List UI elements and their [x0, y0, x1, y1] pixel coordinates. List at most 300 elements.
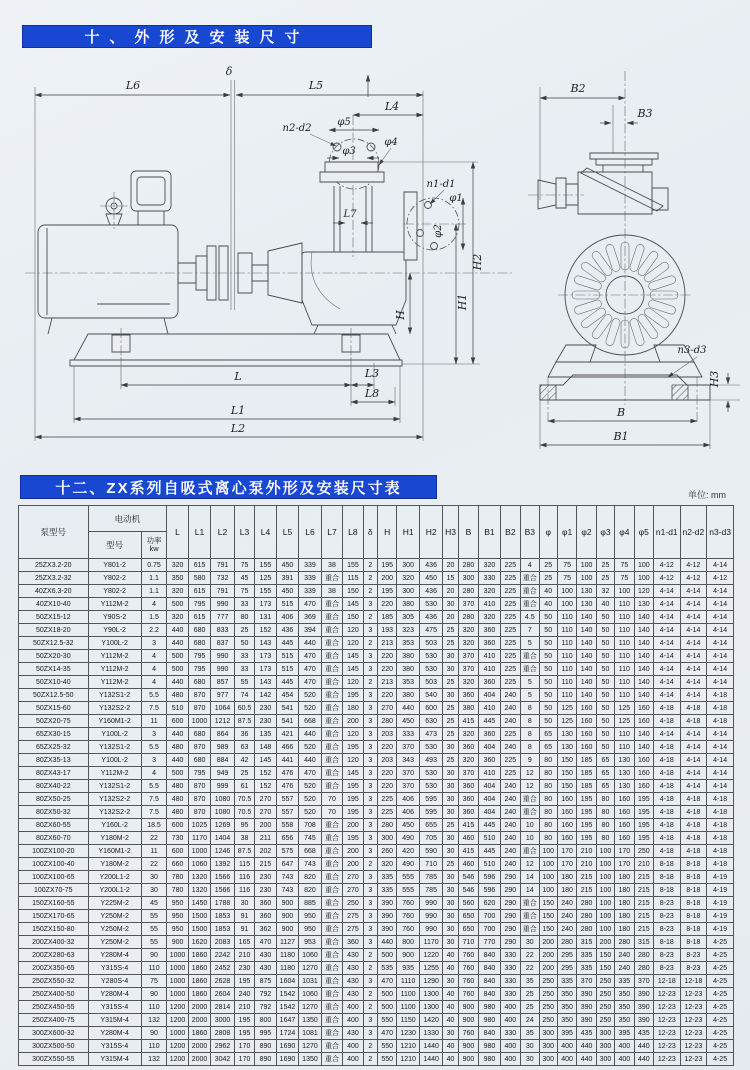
- table-cell: 600: [167, 819, 188, 832]
- table-row: [19, 832, 734, 845]
- table-cell: 25: [443, 819, 458, 832]
- table-cell: Y200L1-2: [88, 871, 141, 884]
- table-cell: 120: [634, 585, 653, 598]
- table-cell: 4-18: [707, 689, 734, 702]
- table-body: [19, 559, 734, 1066]
- unit-label: 单位: mm: [688, 490, 726, 500]
- table-cell: 300: [596, 1040, 614, 1053]
- table-cell: 400: [615, 1053, 634, 1066]
- table-cell: 2000: [188, 1014, 211, 1027]
- table-cell: 4-19: [707, 910, 734, 923]
- table-cell: 5.5: [141, 780, 167, 793]
- table-cell: 4-25: [707, 988, 734, 1001]
- table-cell: 185: [577, 767, 596, 780]
- table-cell: 100: [557, 585, 576, 598]
- table-cell: 230: [255, 871, 276, 884]
- table-cell: 320: [377, 858, 396, 871]
- table-cell: 1000: [167, 988, 188, 1001]
- table-cell: 50: [596, 663, 614, 676]
- table-cell: 4: [141, 767, 167, 780]
- table-cell: 2452: [211, 962, 235, 975]
- table-row: [19, 611, 734, 624]
- table-cell: 977: [211, 689, 235, 702]
- table-cell: 400: [500, 1001, 520, 1014]
- table-cell: 615: [188, 585, 211, 598]
- pump-model-cell: 80ZX50-25: [19, 793, 89, 806]
- table-cell: 2: [363, 962, 377, 975]
- table-cell: Y250M-2: [88, 910, 141, 923]
- table-cell: 400: [557, 1053, 576, 1066]
- pump-model-cell: 80ZX40-22: [19, 780, 89, 793]
- table-row: [19, 819, 734, 832]
- table-cell: 12-23: [654, 988, 681, 1001]
- table-cell: 22: [521, 949, 539, 962]
- table-cell: 5.5: [141, 741, 167, 754]
- table-cell: 25: [596, 572, 614, 585]
- table-cell: 1150: [397, 1014, 420, 1027]
- table-cell: 655: [419, 819, 443, 832]
- table-cell: 470: [299, 663, 322, 676]
- table-cell: Y160M1-2: [88, 845, 141, 858]
- table-cell: 240: [500, 832, 520, 845]
- table-cell: 360: [458, 689, 478, 702]
- table-cell: 4: [141, 676, 167, 689]
- table-row: [19, 1014, 734, 1027]
- table-cell: 50: [539, 650, 557, 663]
- table-cell: 110: [615, 689, 634, 702]
- table-cell: 132: [141, 1053, 167, 1066]
- table-cell: 590: [419, 845, 443, 858]
- table-cell: 160: [634, 767, 653, 780]
- table-cell: 170: [557, 845, 576, 858]
- table-cell: 220: [377, 767, 396, 780]
- table-cell: 705: [419, 832, 443, 845]
- pump-model-cell: 50ZX12.5-32: [19, 637, 89, 650]
- table-cell: 重合: [321, 1027, 342, 1040]
- table-cell: 140: [634, 676, 653, 689]
- table-row: [19, 858, 734, 871]
- table-cell: 160: [557, 806, 576, 819]
- column-header: φ4: [615, 506, 634, 559]
- dim-label-n2d2: n2-d2: [282, 123, 312, 134]
- table-cell: 480: [167, 689, 188, 702]
- table-cell: 30: [443, 598, 458, 611]
- table-cell: 38: [321, 559, 342, 572]
- table-cell: 200: [255, 819, 276, 832]
- table-row: [19, 936, 734, 949]
- table-cell: 5: [521, 637, 539, 650]
- table-cell: 4-14: [680, 598, 707, 611]
- table-cell: 重合: [321, 663, 342, 676]
- table-cell: 2000: [188, 1040, 211, 1053]
- table-cell: 535: [377, 962, 396, 975]
- table-cell: 38: [321, 585, 342, 598]
- table-cell: 4-25: [707, 1027, 734, 1040]
- table-row: [19, 1040, 734, 1053]
- table-cell: 重合: [321, 897, 342, 910]
- table-cell: 100: [596, 884, 614, 897]
- dim-label-H3: H3: [708, 370, 721, 388]
- dim-label-L8: L8: [364, 387, 380, 400]
- table-cell: 3: [363, 897, 377, 910]
- table-cell: 130: [557, 728, 576, 741]
- table-cell: 595: [419, 793, 443, 806]
- table-cell: 5: [521, 676, 539, 689]
- table-cell: 800: [255, 1014, 276, 1027]
- table-cell: 330: [479, 572, 500, 585]
- pump-model-cell: 200ZX280-63: [19, 949, 89, 962]
- table-cell: 400: [557, 1040, 576, 1053]
- table-cell: 50: [596, 624, 614, 637]
- table-cell: 550: [377, 1014, 396, 1027]
- table-cell: 240: [500, 858, 520, 871]
- table-cell: 1392: [211, 858, 235, 871]
- table-row: [19, 1001, 734, 1014]
- table-cell: 40: [443, 1014, 458, 1027]
- table-cell: 180: [557, 884, 576, 897]
- table-cell: 4-18: [654, 767, 681, 780]
- table-cell: 240: [557, 923, 576, 936]
- pump-model-cell: 100ZX100-65: [19, 871, 89, 884]
- table-cell: 440: [167, 754, 188, 767]
- table-cell: 546: [458, 884, 478, 897]
- table-cell: 1300: [419, 1001, 443, 1014]
- table-cell: 8-23: [654, 910, 681, 923]
- table-cell: 440: [397, 702, 420, 715]
- table-cell: 500: [377, 1001, 396, 1014]
- table-row: [19, 884, 734, 897]
- table-cell: 8-18: [680, 936, 707, 949]
- dim-label-phi3: φ3: [342, 146, 356, 157]
- table-cell: 170: [615, 845, 634, 858]
- table-cell: 990: [419, 923, 443, 936]
- table-cell: 370: [634, 975, 653, 988]
- table-cell: 1000: [188, 715, 211, 728]
- table-cell: 436: [276, 624, 299, 637]
- table-cell: 30: [443, 884, 458, 897]
- table-cell: 1080: [211, 793, 235, 806]
- table-cell: 25: [443, 754, 458, 767]
- table-cell: Y280M-4: [88, 988, 141, 1001]
- table-header: [19, 506, 734, 559]
- table-cell: 493: [419, 754, 443, 767]
- table-cell: 215: [634, 871, 653, 884]
- table-cell: 80: [596, 832, 614, 845]
- pump-model-cell: 100ZX70-75: [19, 884, 89, 897]
- table-cell: 20: [443, 585, 458, 598]
- pump-model-cell: 250ZX400-75: [19, 1014, 89, 1027]
- table-cell: 220: [377, 780, 396, 793]
- table-cell: Y112M-2: [88, 598, 141, 611]
- table-cell: 1440: [419, 1053, 443, 1066]
- table-cell: 203: [377, 754, 396, 767]
- table-cell: 1270: [299, 1001, 322, 1014]
- table-cell: 4-12: [654, 559, 681, 572]
- table-cell: 5.5: [141, 689, 167, 702]
- table-cell: 470: [299, 598, 322, 611]
- table-cell: 185: [577, 780, 596, 793]
- column-header: φ2: [577, 506, 596, 559]
- table-cell: Y180M-2: [88, 858, 141, 871]
- table-cell: 270: [255, 806, 276, 819]
- table-cell: 4-18: [707, 819, 734, 832]
- table-cell: 50: [539, 624, 557, 637]
- table-cell: 180: [615, 871, 634, 884]
- table-cell: 1200: [167, 1001, 188, 1014]
- table-cell: 900: [276, 897, 299, 910]
- table-cell: 160: [634, 715, 653, 728]
- table-cell: 4-18: [680, 793, 707, 806]
- table-cell: 2000: [188, 1053, 211, 1066]
- table-cell: 110: [615, 728, 634, 741]
- table-cell: 20: [443, 559, 458, 572]
- table-cell: 4-18: [707, 832, 734, 845]
- table-cell: 950: [167, 910, 188, 923]
- table-cell: 170: [615, 858, 634, 871]
- table-cell: 160: [615, 832, 634, 845]
- table-cell: 4-25: [707, 1001, 734, 1014]
- pump-model-cell: 50ZX20-30: [19, 650, 89, 663]
- dim-label-B: B: [616, 406, 626, 419]
- table-row: [19, 793, 734, 806]
- table-cell: 200: [343, 858, 363, 871]
- table-cell: 110: [557, 676, 576, 689]
- table-cell: 215: [255, 858, 276, 871]
- table-cell: 320: [479, 559, 500, 572]
- table-cell: 560: [458, 897, 478, 910]
- table-cell: 130: [615, 767, 634, 780]
- table-cell: 14: [521, 884, 539, 897]
- table-cell: 1542: [276, 1001, 299, 1014]
- column-header: B2: [500, 506, 520, 559]
- table-cell: 8-23: [680, 962, 707, 975]
- table-cell: 400: [343, 1001, 363, 1014]
- table-cell: 50: [596, 728, 614, 741]
- table-cell: 950: [299, 910, 322, 923]
- column-header: B1: [479, 506, 500, 559]
- column-header: B3: [521, 506, 539, 559]
- table-cell: 80: [234, 611, 254, 624]
- dim-label-B1: B1: [613, 430, 629, 443]
- table-cell: 重合: [321, 845, 342, 858]
- table-cell: 280: [615, 936, 634, 949]
- table-cell: 3: [363, 1014, 377, 1027]
- table-cell: 785: [419, 871, 443, 884]
- table-cell: 430: [343, 962, 363, 975]
- table-cell: 30: [443, 650, 458, 663]
- table-cell: 870: [188, 702, 211, 715]
- table-cell: 195: [234, 975, 254, 988]
- table-cell: 980: [479, 1053, 500, 1066]
- table-cell: 140: [577, 611, 596, 624]
- table-cell: 110: [557, 663, 576, 676]
- pump-model-cell: 300ZX550-55: [19, 1053, 89, 1066]
- table-cell: 1210: [397, 1040, 420, 1053]
- table-cell: 240: [615, 962, 634, 975]
- pump-model-cell: 80ZX43-17: [19, 767, 89, 780]
- table-cell: 180: [557, 871, 576, 884]
- table-cell: 320: [458, 624, 478, 637]
- table-cell: 220: [377, 663, 396, 676]
- table-cell: 430: [255, 962, 276, 975]
- table-cell: 140: [577, 624, 596, 637]
- table-cell: 12-23: [680, 1040, 707, 1053]
- table-cell: 730: [167, 832, 188, 845]
- table-row: [19, 559, 734, 572]
- table-cell: 440: [634, 1053, 653, 1066]
- table-cell: 74: [234, 689, 254, 702]
- table-cell: 150: [539, 897, 557, 910]
- table-cell: 760: [458, 962, 478, 975]
- table-cell: 140: [634, 624, 653, 637]
- pump-model-cell: 80ZX60-70: [19, 832, 89, 845]
- table-cell: 480: [167, 741, 188, 754]
- pump-model-cell: 150ZX150-80: [19, 923, 89, 936]
- table-cell: 280: [557, 936, 576, 949]
- table-row: [19, 676, 734, 689]
- table-cell: 140: [634, 611, 653, 624]
- table-cell: 840: [479, 962, 500, 975]
- table-cell: 1690: [276, 1053, 299, 1066]
- table-cell: 180: [343, 702, 363, 715]
- table-cell: 110: [615, 637, 634, 650]
- table-cell: 390: [634, 1001, 653, 1014]
- column-header: n1-d1: [654, 506, 681, 559]
- table-cell: 125: [557, 715, 576, 728]
- table-cell: 406: [276, 611, 299, 624]
- table-cell: 1.1: [141, 572, 167, 585]
- dim-label-delta: δ: [225, 65, 233, 78]
- table-cell: 4-18: [680, 832, 707, 845]
- table-cell: 390: [634, 988, 653, 1001]
- table-cell: 213: [377, 637, 396, 650]
- table-cell: 22: [141, 832, 167, 845]
- pump-outline-drawing: [0, 57, 750, 469]
- table-cell: 2: [363, 988, 377, 1001]
- table-cell: 210: [634, 858, 653, 871]
- table-cell: 546: [458, 871, 478, 884]
- table-cell: 280: [458, 585, 478, 598]
- table-cell: 12-23: [654, 1027, 681, 1040]
- table-cell: 213: [377, 676, 396, 689]
- table-cell: 重合: [521, 910, 539, 923]
- table-cell: 250: [539, 1014, 557, 1027]
- table-cell: 200: [343, 715, 363, 728]
- table-cell: 353: [397, 637, 420, 650]
- table-cell: 2: [363, 585, 377, 598]
- table-cell: 8-23: [654, 923, 681, 936]
- table-cell: 250: [539, 1001, 557, 1014]
- table-cell: 460: [458, 858, 478, 871]
- table-cell: 110: [615, 741, 634, 754]
- table-cell: 1031: [299, 975, 322, 988]
- table-cell: 75: [141, 975, 167, 988]
- table-cell: 重合: [521, 793, 539, 806]
- table-cell: 32: [596, 585, 614, 598]
- table-cell: 520: [299, 780, 322, 793]
- table-cell: 4-14: [707, 754, 734, 767]
- table-cell: 225: [500, 650, 520, 663]
- table-cell: 4-14: [654, 689, 681, 702]
- pump-model-cell: 40ZX6.3-20: [19, 585, 89, 598]
- dim-label-L2: L2: [230, 422, 246, 435]
- table-cell: 125: [255, 572, 276, 585]
- table-cell: 7.5: [141, 793, 167, 806]
- table-cell: 430: [343, 949, 363, 962]
- table-cell: 100: [539, 858, 557, 871]
- table-cell: 160: [577, 715, 596, 728]
- table-cell: 1025: [188, 819, 211, 832]
- table-cell: 4-18: [654, 845, 681, 858]
- table-cell: 550: [377, 1053, 396, 1066]
- table-cell: 530: [419, 650, 443, 663]
- table-cell: 743: [299, 858, 322, 871]
- table-cell: 300: [539, 1027, 557, 1040]
- table-cell: 330: [500, 962, 520, 975]
- table-cell: 重合: [321, 715, 342, 728]
- table-cell: 210: [234, 949, 254, 962]
- table-cell: 重合: [521, 650, 539, 663]
- table-cell: 820: [299, 884, 322, 897]
- table-cell: 116: [234, 884, 254, 897]
- table-cell: 2: [363, 559, 377, 572]
- table-cell: 100: [596, 910, 614, 923]
- table-cell: 1647: [276, 1014, 299, 1027]
- table-cell: 3042: [211, 1053, 235, 1066]
- table-cell: 100: [557, 598, 576, 611]
- table-cell: 1180: [276, 962, 299, 975]
- table-cell: 50: [596, 741, 614, 754]
- table-cell: 重合: [321, 975, 342, 988]
- column-header: φ3: [596, 506, 614, 559]
- pump-model-cell: 50ZX20-75: [19, 715, 89, 728]
- table-cell: 50: [539, 689, 557, 702]
- table-row: [19, 572, 734, 585]
- table-cell: 170: [234, 1053, 254, 1066]
- table-cell: 4-14: [680, 611, 707, 624]
- table-cell: 320: [458, 676, 478, 689]
- table-cell: 重合: [321, 598, 342, 611]
- table-cell: 335: [577, 962, 596, 975]
- table-cell: 12-23: [680, 1001, 707, 1014]
- table-cell: 857: [211, 676, 235, 689]
- table-cell: 110: [557, 624, 576, 637]
- table-cell: 140: [634, 689, 653, 702]
- pump-model-cell: 200ZX400-32: [19, 936, 89, 949]
- table-cell: 391: [276, 572, 299, 585]
- table-cell: 4-14: [680, 728, 707, 741]
- table-cell: 180: [615, 884, 634, 897]
- table-cell: 650: [458, 923, 478, 936]
- dim-label-phi1: φ1: [449, 193, 463, 204]
- table-cell: 160: [615, 819, 634, 832]
- table-cell: 70.5: [234, 806, 254, 819]
- table-cell: 7.5: [141, 702, 167, 715]
- table-cell: 300: [596, 1053, 614, 1066]
- table-cell: 50: [234, 637, 254, 650]
- table-cell: 55: [141, 910, 167, 923]
- table-cell: 重合: [321, 884, 342, 897]
- table-cell: 989: [211, 741, 235, 754]
- table-cell: 390: [377, 923, 396, 936]
- section-title-table-text: 十二、ZX系列自吸式离心泵外形及安装尺寸表: [55, 479, 402, 497]
- table-cell: 680: [188, 637, 211, 650]
- table-cell: 160: [577, 728, 596, 741]
- pump-model-cell: 50ZX10-40: [19, 676, 89, 689]
- table-cell: 7: [521, 624, 539, 637]
- table-cell: 890: [255, 1040, 276, 1053]
- table-cell: 441: [276, 754, 299, 767]
